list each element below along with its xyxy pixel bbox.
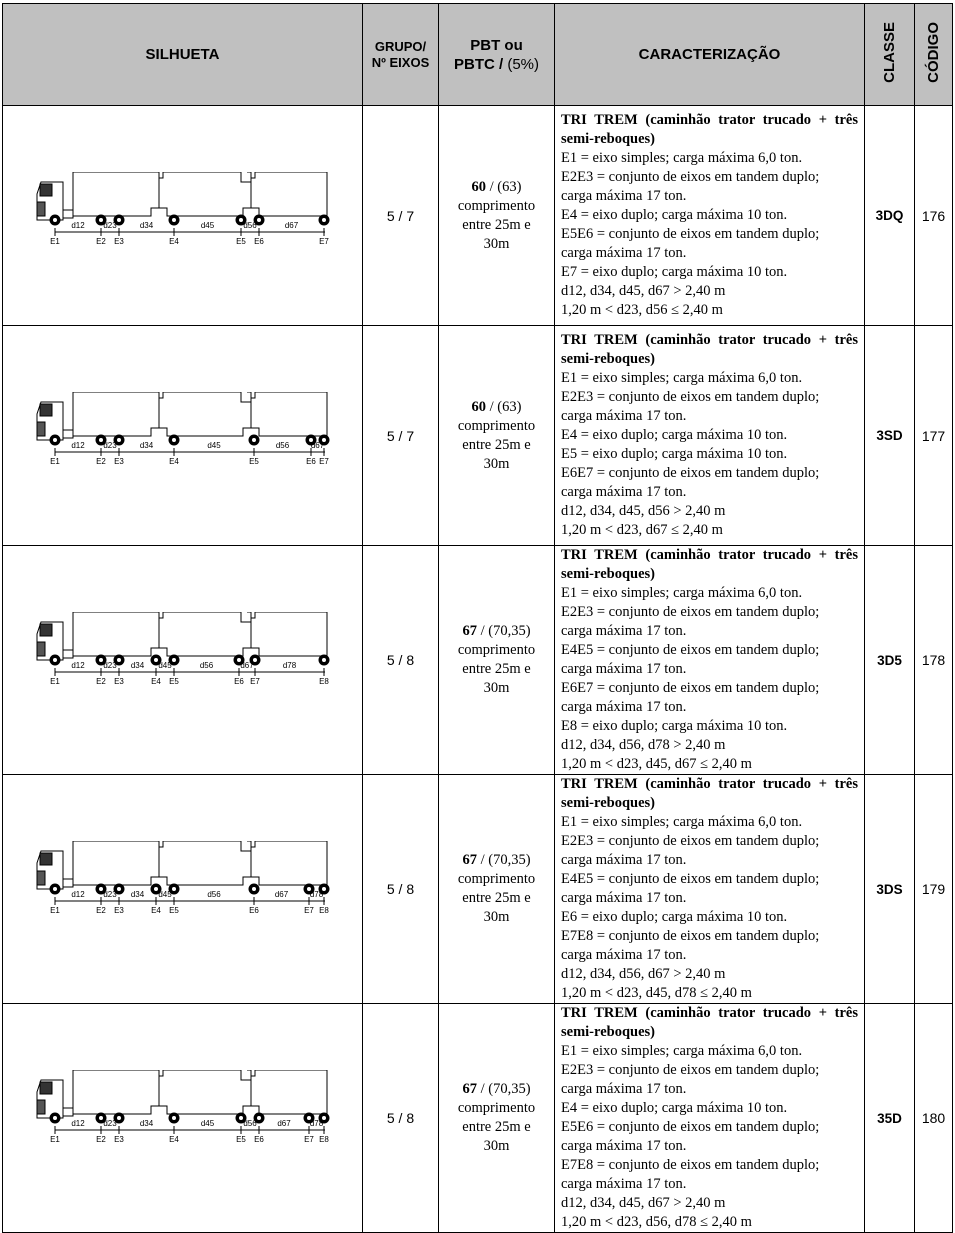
caracterizacao-title: TRI TREM (caminhão trator trucado + três semi-reboques) [561,547,858,582]
caracterizacao-line: E1 = eixo simples; carga máxima 6,0 ton. [561,1043,803,1059]
caracterizacao-line: carga máxima 17 ton. [561,245,687,261]
table-row [3,106,953,326]
caracterizacao-line: carga máxima 17 ton. [561,623,687,639]
distance-label: d78 [282,661,297,670]
table-row [3,326,953,546]
caracterizacao-line: E2E3 = conjunto de eixos em tandem duplo; [561,1062,820,1078]
axle-label: E4 [151,906,161,915]
caracterizacao-title: TRI TREM (caminhão trator trucado + três semi-reboques) [561,112,858,147]
caracterizacao-line: E4 = eixo duplo; carga máxima 10 ton. [561,207,788,223]
header-classe-text: CLASSE [881,22,898,83]
header-caracterizacao-text: CARACTERIZAÇÃO [638,46,781,63]
axle-label: E2 [96,906,106,915]
trailer-3 [251,392,327,436]
axle-label: E4 [151,677,161,686]
header-silhueta [3,4,363,106]
caracterizacao-line: carga máxima 17 ton. [561,661,687,677]
pbt-tolerance: / (63) [486,398,522,415]
header-pbt-line2-normal: (5%) [503,55,539,73]
distance-label: d56 [243,221,257,230]
axle-label: E2 [96,1135,106,1144]
pbt-line1 [439,1080,554,1099]
caracterizacao-cell [555,106,865,326]
classe-cell: 3DS [865,775,915,1004]
distance-label: d23 [103,441,117,450]
distance-label: d67 [240,661,254,670]
caracterizacao-line: E7E8 = conjunto de eixos em tandem duplo; [561,1157,820,1173]
vehicle-table-container [2,3,953,1233]
distance-label: d34 [139,1119,154,1128]
grupo-cell: 5 / 8 [363,1004,439,1233]
distance-label: d12 [71,221,85,230]
trailer-2 [159,172,251,216]
caracterizacao-title: TRI TREM (caminhão trator trucado + três semi-reboques) [561,332,858,367]
pbt-tolerance: / (70,35) [476,852,531,868]
caracterizacao-line: E7 = eixo duplo; carga máxima 10 ton. [561,264,788,280]
distance-label: d67 [284,221,299,230]
caracterizacao-cell [555,775,865,1004]
trailer-3 [251,841,327,885]
trailer-3 [251,172,327,216]
distance-label: d23 [103,661,117,670]
distance-label: d67 [277,1119,291,1128]
pbt-cell [439,775,555,1004]
header-pbt-line1: PBT ou [470,36,523,54]
axle-label: E3 [114,457,124,466]
axle-label: E2 [96,237,106,246]
trailer-3 [251,1070,327,1114]
axle-label: E7 [304,906,314,915]
distance-label: d12 [71,890,85,899]
pbt-value: 60 [471,398,487,415]
wheel-icon [319,215,329,225]
classe-cell: 3DQ [865,106,915,326]
axle-label: E1 [50,677,60,686]
header-classe [865,4,915,106]
cab-window [40,1082,52,1094]
truck-diagram [29,1070,339,1150]
cab-chassis [63,1108,73,1116]
caracterizacao-line: E4E5 = conjunto de eixos em tandem duplo; [561,871,820,887]
pbt-cell [439,326,555,546]
trailer-1 [73,841,159,885]
axle-label: E1 [50,457,60,466]
distance-label: d45 [207,441,221,450]
cab-chassis [63,879,73,887]
cab-chassis [63,650,73,658]
distance-label: d34 [139,221,154,230]
pbt-tolerance: / (63) [486,178,522,195]
header-codigo-text: CÓDIGO [925,22,942,83]
silhueta-cell [3,546,363,775]
pbt-line3: entre 25m e [462,1119,531,1135]
trailer-1 [73,612,159,656]
pbt-line3: entre 25m e [462,216,531,233]
caracterizacao-line: carga máxima 17 ton. [561,1176,687,1192]
axle-label: E3 [114,1135,124,1144]
cab-window [40,404,52,416]
distance-label: d45 [200,221,215,230]
pbt-line1 [439,178,554,197]
caracterizacao-line: E4E5 = conjunto de eixos em tandem duplo; [561,642,820,658]
axle-label: E5 [169,677,179,686]
caracterizacao-cell [555,1004,865,1233]
caracterizacao-line: E6 = eixo duplo; carga máxima 10 ton. [561,909,788,925]
caracterizacao-cell [555,546,865,775]
header-pbt [439,4,555,106]
grupo-cell: 5 / 8 [363,775,439,1004]
silhueta-cell [3,326,363,546]
trailer-2 [159,612,251,656]
caracterizacao-line: E4 = eixo duplo; carga máxima 10 ton. [561,1100,788,1116]
truck-diagram [29,392,339,472]
trailer-2 [159,1070,251,1114]
caracterizacao-line: d12, d34, d56, d67 > 2,40 m [561,966,726,982]
codigo-cell: 177 [915,326,953,546]
distance-label: d56 [243,1119,257,1128]
wheel-icon [169,215,179,225]
caracterizacao-line: E2E3 = conjunto de eixos em tandem duplo; [561,604,820,620]
grupo-cell: 5 / 7 [363,326,439,546]
grupo-cell: 5 / 7 [363,106,439,326]
axle-label: E4 [169,1135,179,1144]
axle-label: E6 [234,677,244,686]
pbt-value: 60 [471,178,487,195]
axle-label: E4 [169,237,179,246]
caracterizacao-line: 1,20 m < d23, d67 ≤ 2,40 m [561,522,723,538]
codigo-cell: 176 [915,106,953,326]
axle-label: E5 [236,237,246,246]
grupo-cell: 5 / 8 [363,546,439,775]
caracterizacao-line: E5E6 = conjunto de eixos em tandem duplo; [561,226,820,242]
header-pbt-line2-bold: PBTC / [453,55,504,73]
pbt-line3: entre 25m e [462,661,531,677]
caracterizacao-line: E8 = eixo duplo; carga máxima 10 ton. [561,718,788,734]
codigo-cell: 179 [915,775,953,1004]
caracterizacao-line: E1 = eixo simples; carga máxima 6,0 ton. [561,814,803,830]
axle-label: E6 [254,1135,264,1144]
caracterizacao-line: E2E3 = conjunto de eixos em tandem duplo; [561,389,820,405]
header-row [3,4,953,106]
axle-label: E8 [319,677,329,686]
axle-label: E1 [50,1135,60,1144]
wheel-icon [249,884,259,894]
axle-label: E5 [169,906,179,915]
header-grupo-line2: Nº EIXOS [371,54,430,70]
distance-label: d45 [158,890,172,899]
axle-label: E5 [249,457,259,466]
caracterizacao-line: E6E7 = conjunto de eixos em tandem duplo; [561,465,820,481]
wheel-icon [169,1113,179,1123]
wheel-icon [50,1113,60,1123]
pbt-line2: comprimento [457,197,536,214]
caracterizacao-line: carga máxima 17 ton. [561,1138,687,1154]
axle-label: E3 [114,906,124,915]
caracterizacao-line: E1 = eixo simples; carga máxima 6,0 ton. [561,150,803,166]
caracterizacao-cell [555,326,865,546]
header-pbt-line2 [439,55,554,74]
caracterizacao-line: 1,20 m < d23, d56, d78 ≤ 2,40 m [561,1214,752,1230]
caracterizacao-line: E5 = eixo duplo; carga máxima 10 ton. [561,446,788,462]
pbt-cell [439,1004,555,1233]
classe-cell: 35D [865,1004,915,1233]
cab-grille [37,871,45,885]
trailer-1 [73,392,159,436]
axle-label: E2 [96,677,106,686]
header-grupo [363,4,439,106]
cab-window [40,624,52,636]
caracterizacao-line: carga máxima 17 ton. [561,484,687,500]
distance-label: d56 [207,890,221,899]
caracterizacao-line: d12, d34, d45, d67 > 2,40 m [561,1195,726,1211]
distance-label: d23 [103,1119,117,1128]
truck-diagram [29,172,339,252]
pbt-value: 67 [462,1081,477,1097]
trailer-3 [251,612,327,656]
caracterizacao-line: carga máxima 17 ton. [561,699,687,715]
distance-label: d56 [275,441,290,450]
distance-label: d12 [71,441,85,450]
caracterizacao-line: E2E3 = conjunto de eixos em tandem duplo; [561,169,820,185]
classe-cell: 3SD [865,326,915,546]
caracterizacao-line: carga máxima 17 ton. [561,188,687,204]
caracterizacao-line: d12, d34, d45, d67 > 2,40 m [561,283,726,299]
axle-label: E1 [50,237,60,246]
caracterizacao-line: carga máxima 17 ton. [561,852,687,868]
pbt-line4: 30m [483,455,510,472]
distance-label: d23 [103,890,117,899]
wheel-icon [50,884,60,894]
cab-chassis [63,430,73,438]
distance-label: d34 [130,661,145,670]
caracterizacao-line: E5E6 = conjunto de eixos em tandem duplo; [561,1119,820,1135]
header-caracterizacao [555,4,865,106]
axle-label: E3 [114,677,124,686]
caracterizacao-line: 1,20 m < d23, d56 ≤ 2,40 m [561,302,723,318]
cab-grille [37,422,45,436]
pbt-line2: comprimento [457,1100,536,1116]
caracterizacao-line: carga máxima 17 ton. [561,890,687,906]
codigo-cell: 178 [915,546,953,775]
cab-grille [37,202,45,216]
pbt-value: 67 [462,852,477,868]
pbt-cell [439,106,555,326]
caracterizacao-line: d12, d34, d45, d56 > 2,40 m [561,503,726,519]
distance-label: d78 [309,1119,324,1128]
cab-window [40,853,52,865]
silhueta-cell [3,106,363,326]
wheel-icon [50,435,60,445]
cab-chassis [63,210,73,218]
axle-label: E3 [114,237,124,246]
axle-label: E8 [319,906,329,915]
table-row [3,775,953,1004]
header-codigo [915,4,953,106]
caracterizacao-line: E6E7 = conjunto de eixos em tandem duplo; [561,680,820,696]
caracterizacao-line: E1 = eixo simples; carga máxima 6,0 ton. [561,585,803,601]
caracterizacao-line: E4 = eixo duplo; carga máxima 10 ton. [561,427,788,443]
distance-label: d67 [274,890,289,899]
wheel-icon [319,655,329,665]
distance-label: d67 [310,441,325,450]
truck-diagram [29,612,339,692]
distance-label: d12 [71,1119,85,1128]
wheel-icon [50,215,60,225]
axle-label: E8 [319,1135,329,1144]
cab-grille [37,1100,45,1114]
distance-label: d23 [103,221,117,230]
table-row [3,1004,953,1233]
codigo-cell: 180 [915,1004,953,1233]
caracterizacao-title: TRI TREM (caminhão trator trucado + três semi-reboques) [561,1005,858,1040]
header-silhueta-text: SILHUETA [145,46,220,63]
distance-label: d78 [309,890,324,899]
caracterizacao-line: 1,20 m < d23, d45, d78 ≤ 2,40 m [561,985,752,1001]
cab-window [40,184,52,196]
pbt-tolerance: / (70,35) [476,623,531,639]
vehicle-classification-table [2,3,953,1233]
axle-label: E6 [249,906,259,915]
axle-label: E7 [319,457,329,466]
distance-label: d34 [139,441,154,450]
pbt-line3: entre 25m e [462,890,531,906]
pbt-cell [439,546,555,775]
pbt-line1 [439,398,554,417]
wheel-icon [169,435,179,445]
axle-label: E7 [250,677,260,686]
axle-label: E1 [50,906,60,915]
pbt-value: 67 [462,623,477,639]
classe-cell: 3D5 [865,546,915,775]
axle-label: E7 [304,1135,314,1144]
caracterizacao-line: d12, d34, d56, d78 > 2,40 m [561,737,726,753]
axle-label: E6 [254,237,264,246]
caracterizacao-line: E2E3 = conjunto de eixos em tandem duplo; [561,833,820,849]
distance-label: d12 [71,661,85,670]
table-row [3,546,953,775]
pbt-line4: 30m [483,235,510,252]
caracterizacao-line: E1 = eixo simples; carga máxima 6,0 ton. [561,370,803,386]
silhueta-cell [3,1004,363,1233]
caracterizacao-line: carga máxima 17 ton. [561,408,687,424]
distance-label: d45 [200,1119,215,1128]
truck-diagram [29,841,339,921]
silhueta-cell [3,775,363,1004]
pbt-line1 [439,851,554,870]
axle-label: E7 [319,237,329,246]
pbt-line2: comprimento [457,642,536,658]
caracterizacao-line: E7E8 = conjunto de eixos em tandem duplo; [561,928,820,944]
pbt-line2: comprimento [457,417,536,434]
pbt-line4: 30m [483,909,510,925]
caracterizacao-line: carga máxima 17 ton. [561,1081,687,1097]
trailer-1 [73,172,159,216]
distance-label: d56 [199,661,214,670]
pbt-line3: entre 25m e [462,436,531,453]
trailer-2 [159,841,251,885]
distance-label: d34 [130,890,145,899]
pbt-line4: 30m [483,680,510,696]
caracterizacao-title: TRI TREM (caminhão trator trucado + três semi-reboques) [561,776,858,811]
axle-label: E2 [96,457,106,466]
caracterizacao-line: 1,20 m < d23, d45, d67 ≤ 2,40 m [561,756,752,772]
pbt-tolerance: / (70,35) [476,1081,531,1097]
pbt-line4: 30m [483,1138,510,1154]
axle-label: E6 [306,457,316,466]
axle-label: E4 [169,457,179,466]
trailer-1 [73,1070,159,1114]
pbt-line2: comprimento [457,871,536,887]
header-grupo-line1: GRUPO/ [374,38,427,54]
distance-label: d45 [158,661,172,670]
trailer-2 [159,392,251,436]
wheel-icon [249,435,259,445]
pbt-line1 [439,622,554,641]
wheel-icon [50,655,60,665]
cab-grille [37,642,45,656]
axle-label: E5 [236,1135,246,1144]
caracterizacao-line: carga máxima 17 ton. [561,947,687,963]
